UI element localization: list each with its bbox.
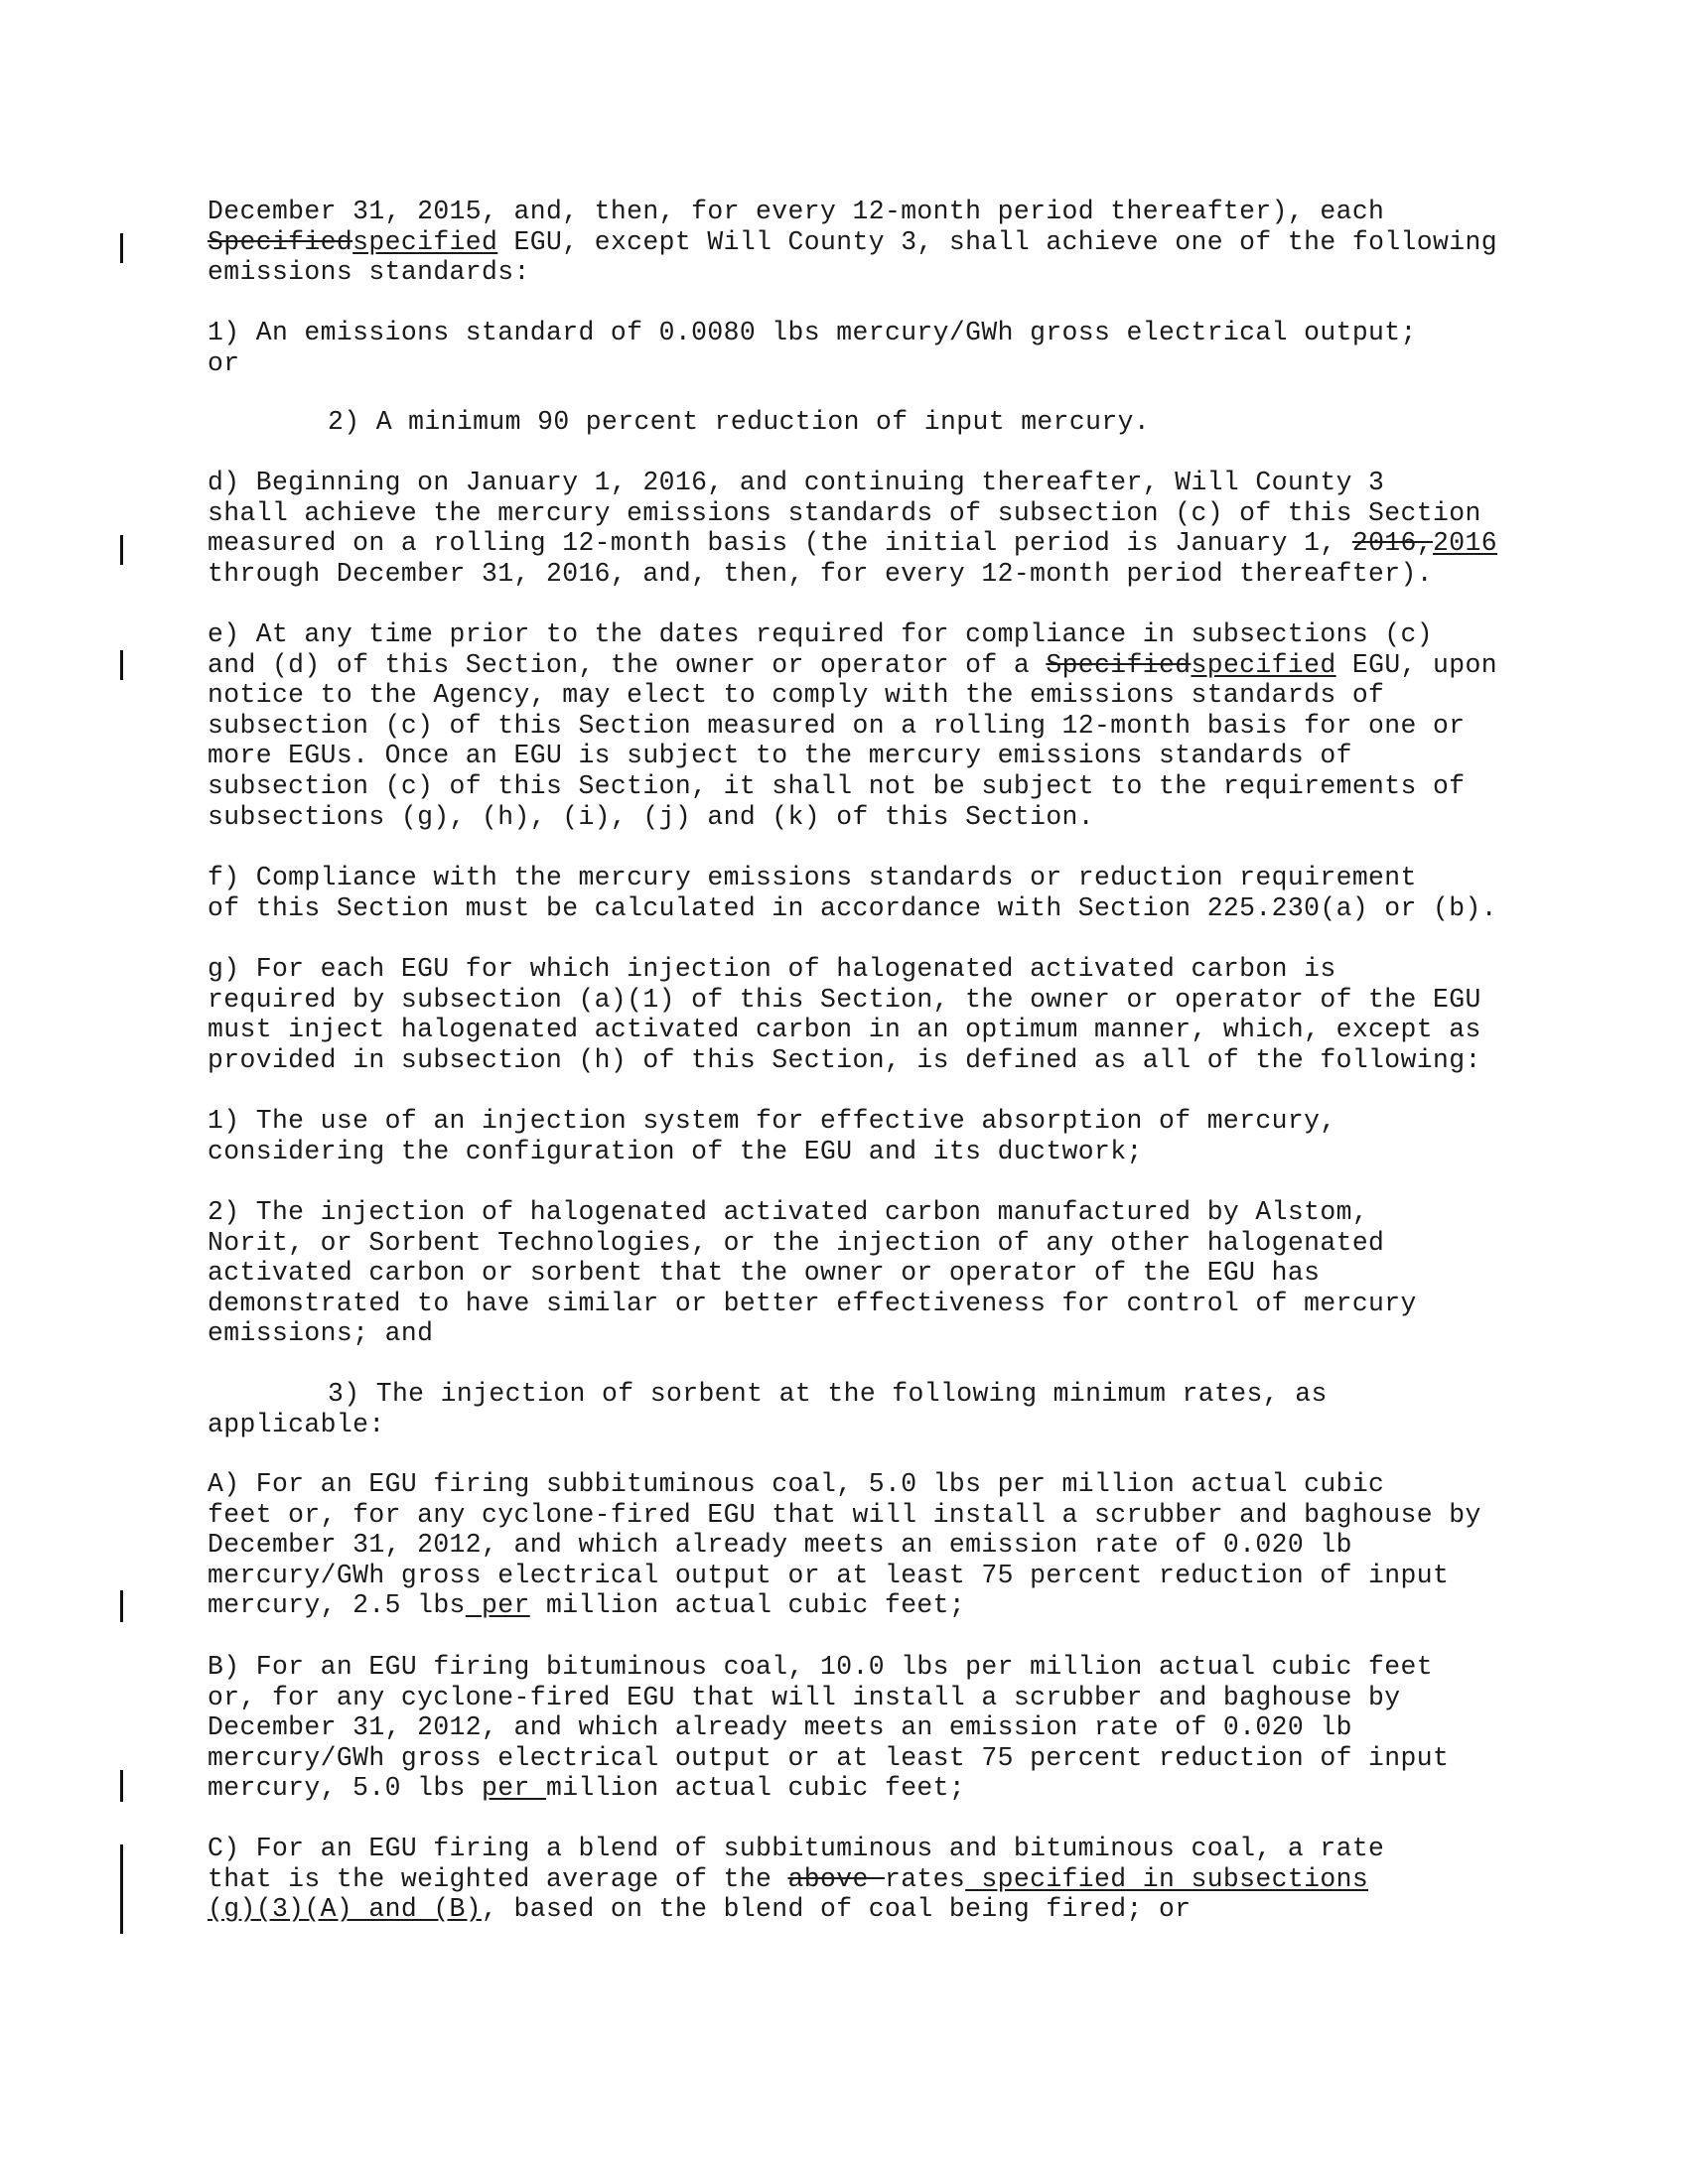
paragraph-f	[208, 863, 1538, 923]
inserted-text: per	[465, 1590, 530, 1621]
inserted-text: per	[482, 1773, 546, 1804]
paragraph-text: d) Beginning on January 1, 2016, and continuing thereafter, Will County 3 shall achieve the mercury emissions standards of subsection (c) of this Section measured on a rolling 12-month basis (the initial period is January 1,	[208, 468, 1481, 559]
paragraph-text: , based on the blend of coal being fired; or	[482, 1894, 1192, 1925]
paragraph-g-3-C	[208, 1834, 1538, 1925]
paragraph-g-3-continued	[208, 1410, 1538, 1440]
paragraph-text: million actual cubic feet;	[529, 1590, 966, 1621]
paragraph-c-2	[328, 407, 1658, 438]
inserted-text: specified	[1191, 649, 1336, 680]
deleted-text: Specified	[208, 226, 353, 257]
inserted-text: specified	[352, 226, 498, 257]
deleted-text: Specified	[1046, 649, 1192, 680]
inserted-text: (g)(3)(A) and (B)	[208, 1894, 483, 1925]
paragraph-text: e) At any time prior to the dates required for compliance in subsections (c) and (d) of this Section, the owner or operator of a	[208, 619, 1434, 680]
inserted-text: 2016	[1433, 528, 1497, 559]
text-line: applicable:	[208, 1410, 385, 1439]
paragraph-g-1	[208, 1106, 1538, 1166]
paragraph-text: 2) A minimum 90 percent reduction of input mercury.	[328, 407, 1151, 437]
text-line: December 31, 2015, and, then, for every 12-month period thereafter), each	[208, 197, 1385, 226]
paragraph-g	[208, 954, 1538, 1075]
paragraph-text: C) For an EGU firing a blend of subbituminous and bituminous coal, a rate that is the weighted average of the	[208, 1834, 1385, 1894]
inserted-text: specified in subsections	[965, 1863, 1369, 1894]
paragraph-c-1	[208, 318, 1538, 378]
change-bar	[120, 1844, 123, 1934]
change-bar	[120, 650, 123, 680]
paragraph-text: 1) The use of an injection system for effective absorption of mercury, considering the configuration of the EGU and its ductwork;	[208, 1106, 1336, 1166]
text-line: EGU, except Will County 3, shall achieve one of the following	[497, 226, 1497, 257]
paragraph-d	[208, 468, 1538, 589]
deleted-text: above	[787, 1863, 885, 1894]
paragraph-text: g) For each EGU for which injection of halogenated activated carbon is required by subsection (a)(1) of this Section, the owner or operator of the EGU must inject halogenated activated carbon in an optimum manner, which, except as provided in subsection (h) of this Section, is defined as all of the following:	[208, 954, 1481, 1075]
paragraph-g-3-A	[208, 1469, 1538, 1621]
change-bar	[120, 233, 123, 263]
paragraph-e	[208, 619, 1538, 832]
paragraph-text: EGU, upon notice to the Agency, may elect to comply with the emissions standards of subsection (c) of this Section measured on a rolling 12-month basis for one or more EGUs. Once an EGU is subject to the mercury emissions standards of subsection (c) of this Section, it shall not be subject to the requirements of subsections (g), (h), (i), (j) and (k) of this Section.	[208, 649, 1497, 832]
change-bar	[120, 1590, 123, 1622]
text-line: emissions standards:	[208, 257, 530, 288]
paragraph-c-continued	[208, 197, 1538, 288]
paragraph-g-2	[208, 1197, 1538, 1349]
paragraph-g-3	[328, 1379, 1658, 1410]
paragraph-text: A) For an EGU firing subbituminous coal, 5.0 lbs per million actual cubic feet or, for any cyclone-fired EGU that will install a scrubber and baghouse by December 31, 2012, and which already meets an emission rate of 0.020 lb mercury/GWh gross electrical output or at least 75 percent reduction of input mercury, 2.5 lbs	[208, 1469, 1481, 1621]
paragraph-text: 1) An emissions standard of 0.0080 lbs mercury/GWh gross electrical output; or	[208, 318, 1417, 378]
paragraph-g-3-B	[208, 1652, 1538, 1804]
text-line: 3) The injection of sorbent at the following minimum rates, as	[328, 1379, 1328, 1409]
deleted-text: 2016,	[1351, 528, 1434, 559]
paragraph-text: through December 31, 2016, and, then, for every 12-month period thereafter).	[208, 558, 1434, 589]
paragraph-text: f) Compliance with the mercury emissions standards or reduction requirement of this Section must be calculated in accordance with Section 225.230(a) or (b).	[208, 863, 1497, 923]
paragraph-text: B) For an EGU firing bituminous coal, 10.0 lbs per million actual cubic feet or, for any cyclone-fired EGU that will install a scrubber and baghouse by December 31, 2012, and which already meets an emission rate of 0.020 lb mercury/GWh gross electrical output or at least 75 percent reduction of input mercury, 5.0 lbs	[208, 1652, 1450, 1804]
change-bar	[120, 1770, 123, 1802]
paragraph-text: 2) The injection of halogenated activated carbon manufactured by Alstom, Norit, or Sorbent Technologies, or the injection of any other halogenated activated carbon or sorbent that the owner or operator of the EGU has demonstrated to have similar or better effectiveness for control of mercury emissions; and	[208, 1197, 1417, 1349]
paragraph-text: million actual cubic feet;	[545, 1773, 966, 1804]
paragraph-text: rates	[884, 1863, 966, 1894]
change-bar	[120, 535, 123, 565]
